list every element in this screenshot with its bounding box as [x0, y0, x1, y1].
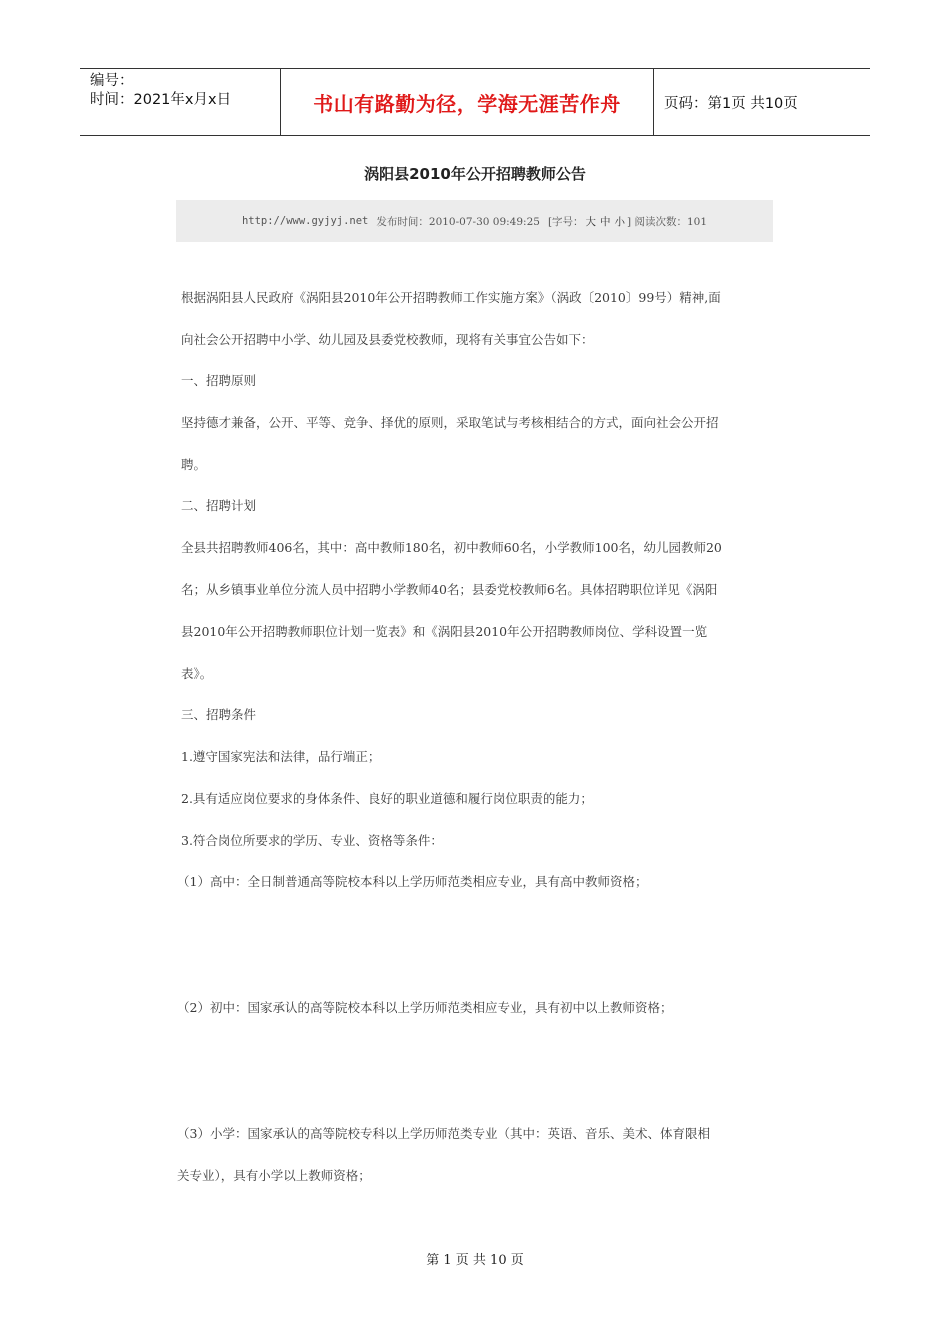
paragraph-line: 根据涡阳县人民政府《涡阳县2010年公开招聘教师工作实施方案》（涡政〔2010〕99号）精神,面: [181, 290, 721, 305]
list-item: 1.遵守国家宪法和法律，品行端正；: [181, 749, 381, 764]
header-info-cell: [80, 69, 281, 135]
paragraph-line: 表》。: [181, 666, 213, 681]
time-label: 时间：2021年x月x日: [90, 92, 232, 108]
paragraph-line: 聘。: [181, 457, 207, 472]
paragraph-line: 向社会公开招聘中小学、幼儿园及县委党校教师，现将有关事宜公告如下：: [181, 332, 594, 347]
article-meta-bar: [176, 200, 773, 242]
sub-list-item: （2）初中：国家承认的高等院校本科以上学历师范类相应专业，具有初中以上教师资格；: [177, 1000, 673, 1015]
number-label: 编号：: [90, 73, 134, 89]
section-heading: 二、招聘计划: [181, 498, 257, 513]
paragraph-line: 全县共招聘教师406名，其中：高中教师180名，初中教师60名，小学教师100名，幼儿园教师20: [181, 540, 722, 555]
read-count: ] 阅读次数：101: [627, 215, 708, 228]
font-size-label: [字号：: [547, 215, 584, 228]
section-heading: 一、招聘原则: [181, 373, 257, 388]
font-size-small-button[interactable]: 小: [614, 215, 626, 228]
paragraph-line: 名；从乡镇事业单位分流人员中招聘小学教师40名；县委党校教师6名。具体招聘职位详见《涡阳: [181, 582, 718, 597]
sub-list-item: （1）高中：全日制普通高等院校本科以上学历师范类相应专业，具有高中教师资格；: [177, 874, 648, 889]
document-header: [80, 68, 870, 136]
list-item: 3.符合岗位所要求的学历、专业、资格等条件：: [181, 833, 443, 848]
paragraph-line: 关专业），具有小学以上教师资格；: [177, 1168, 371, 1183]
paragraph-line: 坚持德才兼备，公开、平等、竞争、择优的原则，采取笔试与考核相结合的方式，面向社会公开招: [181, 415, 719, 430]
font-size-medium-button[interactable]: 中: [600, 215, 611, 228]
publish-time: 发布时间：2010-07-30 09:49:25: [376, 215, 540, 228]
paragraph-line: 县2010年公开招聘教师职位计划一览表》和《涡阳县2010年公开招聘教师岗位、学科设置一览: [181, 624, 708, 639]
list-item: 2.具有适应岗位要求的身体条件、良好的职业道德和履行岗位职责的能力；: [181, 791, 593, 806]
section-heading: 三、招聘条件: [181, 707, 257, 722]
header-page-info: 页码：第1页 共10页: [664, 95, 798, 112]
article-title: 涡阳县2010年公开招聘教师公告: [364, 165, 586, 183]
source-url-link[interactable]: http://www.gyjyj.net: [241, 215, 369, 227]
header-motto: 书山有路勤为径，学海无涯苦作舟: [281, 69, 654, 135]
font-size-large-button[interactable]: 大: [585, 215, 597, 228]
page-footer: 第 1 页 共 10 页: [426, 1253, 524, 1268]
sub-list-item: （3）小学：国家承认的高等院校专科以上学历师范类专业（其中：英语、音乐、美术、体育限相: [177, 1126, 710, 1141]
